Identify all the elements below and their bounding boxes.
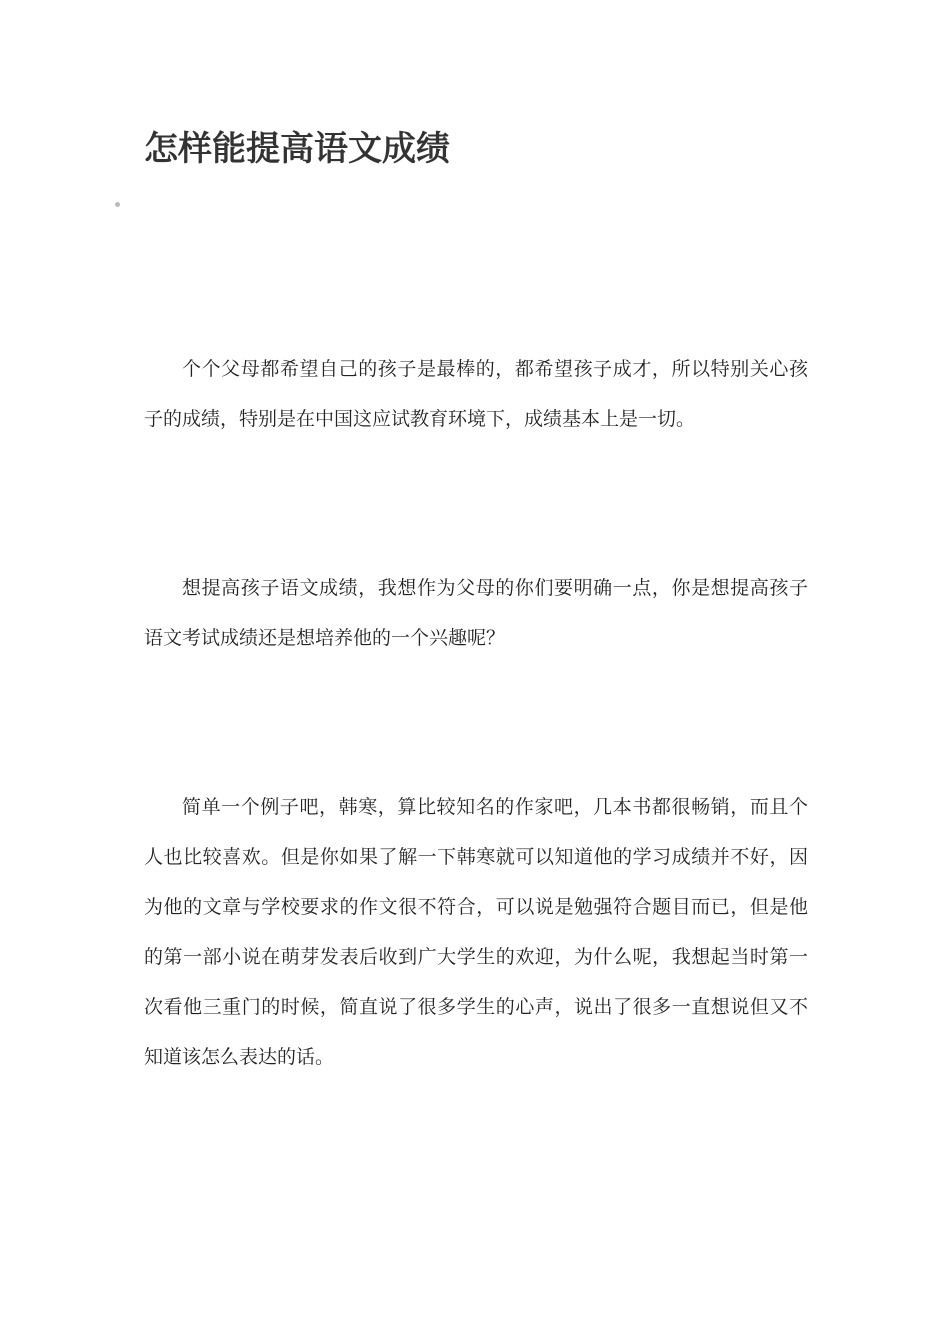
page-title: 怎样能提高语文成绩 [144,129,450,169]
paragraph-2: 想提高孩子语文成绩，我想作为父母的你们要明确一点，你是想提高孩子语文考试成绩还是想培养他的一个兴趣呢？ [144,577,808,649]
paragraph-1: 个个父母都希望自己的孩子是最棒的，都希望孩子成才，所以特别关心孩子的成绩，特别是在中国这应试教育环境下，成绩基本上是一切。 [144,358,808,430]
bullet-dot-icon [115,202,120,207]
paragraph-3: 简单一个例子吧，韩寒，算比较知名的作家吧，几本书都很畅销，而且个人也比较喜欢。但是你如果了解一下韩寒就可以知道他的学习成绩并不好，因为他的文章与学校要求的作文很不符合，可以说是勉强符合题目而已，但是他的第一部小说在萌芽发表后收到广大学生的欢迎，为什么呢，我想起当时第一次看他三重门的时候，简直说了很多学生的心声，说出了很多一直想说但又不知道该怎么表达的话。 [144,796,808,1068]
